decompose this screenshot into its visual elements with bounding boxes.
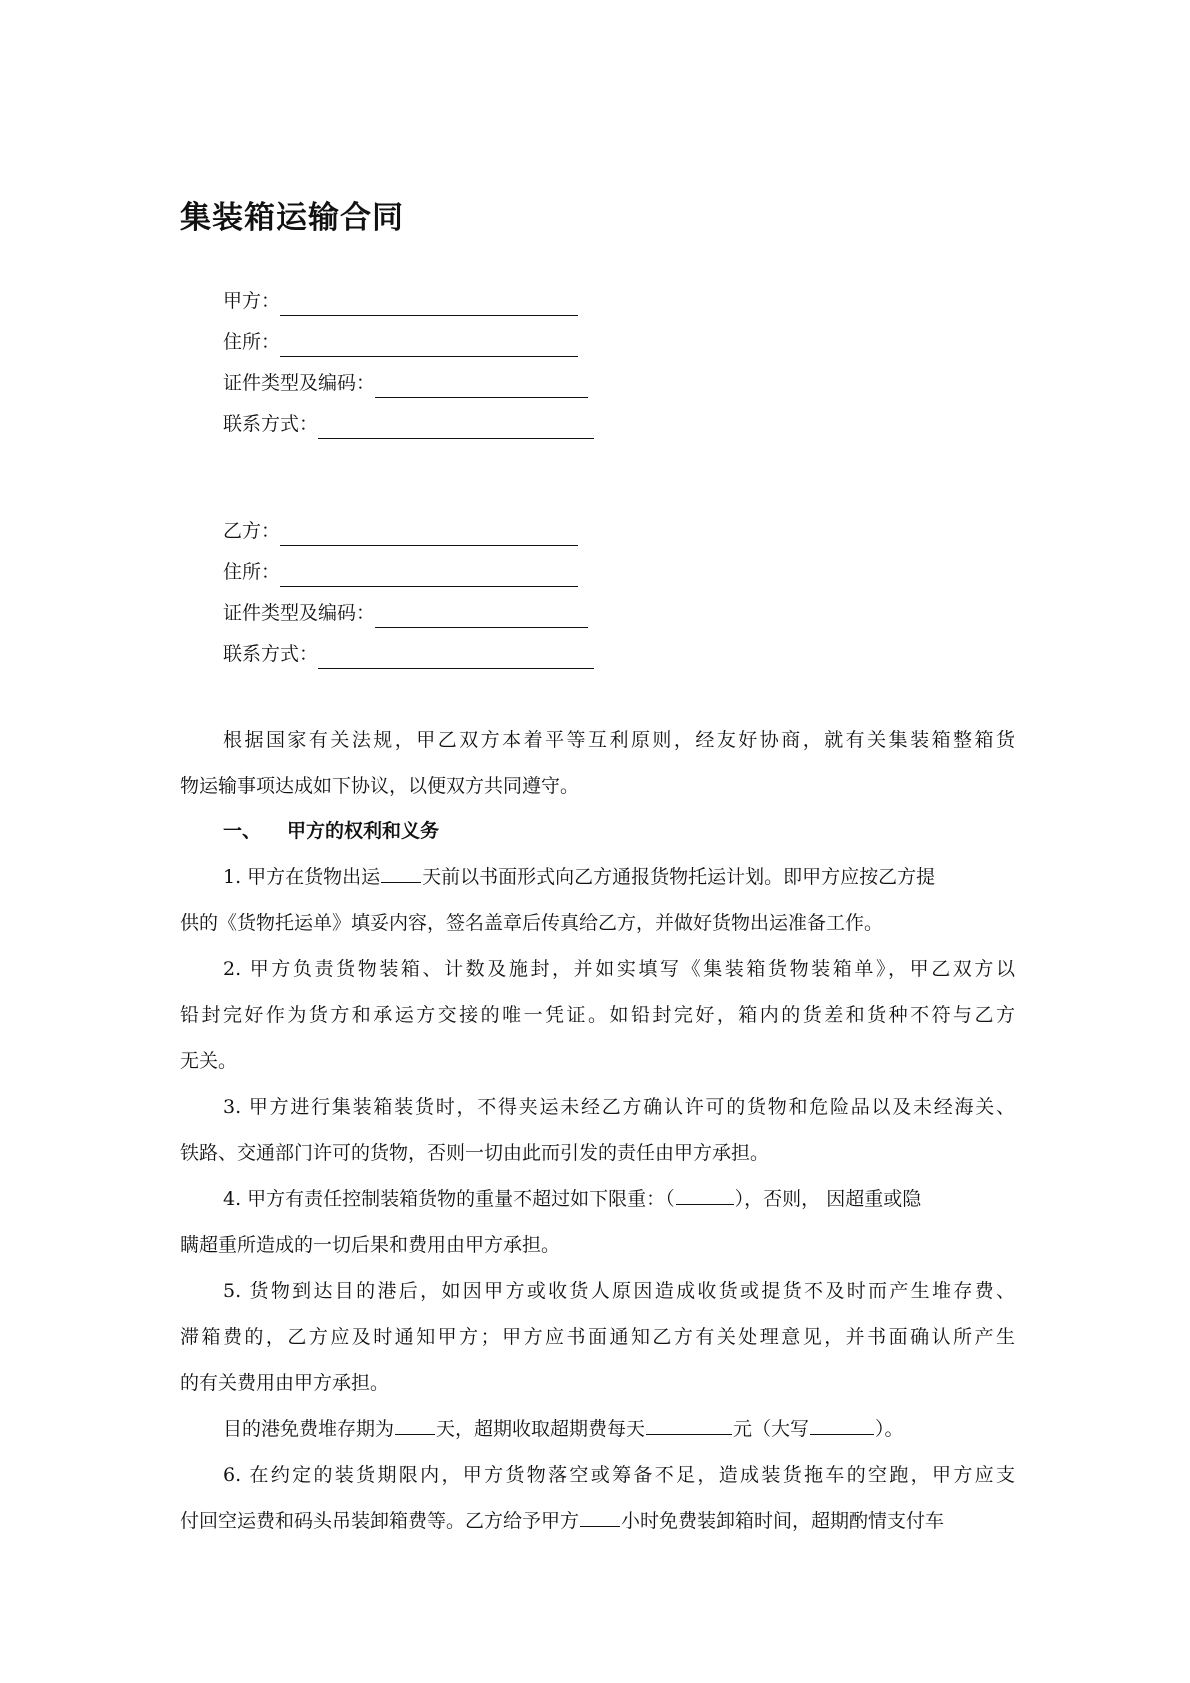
party-a-address-field: [223, 327, 578, 357]
party-b-address-blank[interactable]: [280, 562, 578, 587]
party-b-address-field: [223, 557, 578, 587]
party-b-contact-blank[interactable]: [318, 644, 594, 669]
party-b-id-field: [223, 598, 588, 628]
intro-paragraph: [180, 717, 1015, 809]
clause-2-line-1: 2. 甲方负责货物装箱、计数及施封，并如实填写《集装箱货物装箱单》，甲乙双方以: [223, 958, 1015, 980]
party-a-id-blank[interactable]: [375, 373, 588, 398]
clause-1-days-blank[interactable]: [381, 860, 421, 883]
clauses: [180, 854, 1015, 1544]
document-title: 集装箱运输合同: [180, 200, 404, 236]
party-a-id-field: [223, 368, 588, 398]
party-a-contact-field: [223, 409, 594, 439]
party-b-name-label: 乙方：: [223, 520, 281, 542]
party-a-name-field: [223, 286, 578, 316]
party-b-id-label: 证件类型及编码：: [223, 602, 376, 624]
party-a-id-label: 证件类型及编码：: [223, 372, 376, 394]
clause-2-line-2: 铅封完好作为货方和承运方交接的唯一凭证。如铅封完好，箱内的货差和货种不符与乙方: [180, 1004, 1015, 1026]
clause-6-text-b: 小时免费装卸箱时间，超期酌情支付车: [621, 1510, 945, 1532]
clause-6-text-a: 付回空运费和码头吊装卸箱费等。乙方给予甲方: [180, 1510, 580, 1532]
section-1-heading: [223, 808, 439, 854]
intro-line-2: 物运输事项达成如下协议，以便双方共同遵守。: [180, 775, 580, 797]
clause-1-line-2: 供的《货物托运单》填妥内容，签名盖章后传真给乙方，并做好货物出运准备工作。: [180, 912, 884, 934]
clause-4-text-b: ），否则， 因超重或隐: [734, 1188, 922, 1210]
storage-text-b: 天，超期收取超期费每天: [436, 1418, 646, 1440]
clause-1-line-1: [180, 854, 1015, 900]
party-a-address-label: 住所：: [223, 331, 281, 353]
party-a-name-label: 甲方：: [223, 290, 281, 312]
party-a-contact-blank[interactable]: [318, 414, 594, 439]
clause-1-text-b: 天前以书面形式向乙方通报货物托运计划。即甲方应按乙方提: [422, 866, 936, 888]
clause-2-line-3: 无关。: [180, 1050, 238, 1072]
clause-6-hours-blank[interactable]: [580, 1504, 620, 1527]
clause-5-line-1: 5. 货物到达目的港后，如因甲方或收货人原因造成收货或提货不及时而产生堆存费、: [223, 1280, 1015, 1302]
storage-text-a: 目的港免费堆存期为: [223, 1418, 395, 1440]
party-a-name-blank[interactable]: [280, 291, 578, 316]
storage-days-blank[interactable]: [395, 1412, 435, 1435]
section-1-title: 甲方的权利和义务: [287, 820, 440, 842]
clause-5-storage-line: [180, 1406, 1015, 1452]
clause-6-line-1: 6. 在约定的装货期限内，甲方货物落空或筹备不足，造成装货拖车的空跑，甲方应支: [223, 1464, 1015, 1486]
clause-3-line-1: 3. 甲方进行集装箱装货时，不得夹运未经乙方确认许可的货物和危险品以及未经海关、: [223, 1096, 1015, 1118]
party-b-contact-field: [223, 639, 594, 669]
storage-fee-blank[interactable]: [646, 1412, 732, 1435]
party-a-contact-label: 联系方式：: [223, 413, 319, 435]
clause-1-text-a: 1. 甲方在货物出运: [223, 866, 381, 888]
clause-4-line-2: 瞒超重所造成的一切后果和费用由甲方承担。: [180, 1234, 561, 1256]
clause-5-line-3: 的有关费用由甲方承担。: [180, 1372, 390, 1394]
storage-text-d: ）。: [875, 1418, 904, 1440]
storage-fee-words-blank[interactable]: [810, 1412, 874, 1435]
intro-line-1: 根据国家有关法规，甲乙双方本着平等互利原则，经友好协商，就有关集装箱整箱货: [223, 729, 1015, 751]
party-b-name-blank[interactable]: [280, 521, 578, 546]
party-b-name-field: [223, 516, 578, 546]
party-b-address-label: 住所：: [223, 561, 281, 583]
clause-5-line-2: 滞箱费的，乙方应及时通知甲方；甲方应书面通知乙方有关处理意见，并书面确认所产生: [180, 1326, 1015, 1348]
party-b-contact-label: 联系方式：: [223, 643, 319, 665]
party-b-id-blank[interactable]: [375, 603, 588, 628]
clause-4-text-a: 4. 甲方有责任控制装箱货物的重量不超过如下限重：（: [223, 1188, 675, 1210]
section-1-number: 一、: [223, 820, 262, 842]
clause-3-line-2: 铁路、交通部门许可的货物，否则一切由此而引发的责任由甲方承担。: [180, 1142, 770, 1164]
storage-text-c: 元（大写: [733, 1418, 810, 1440]
clause-6-line-2: [180, 1498, 1015, 1544]
party-a-address-blank[interactable]: [280, 332, 578, 357]
clause-4-weight-blank[interactable]: [676, 1182, 734, 1205]
clause-4-line-1: [180, 1176, 1015, 1222]
